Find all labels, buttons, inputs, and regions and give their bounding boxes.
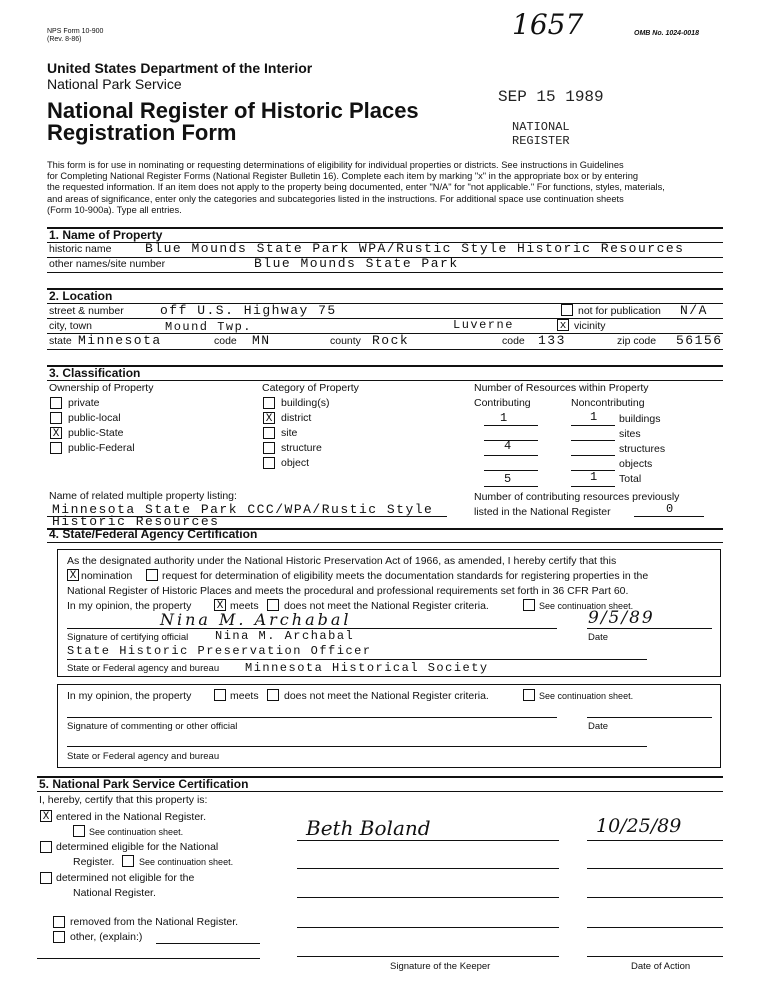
eligible-continuation-label: See continuation sheet.: [139, 857, 234, 867]
determined-eligible-label2: Register.: [73, 856, 115, 868]
opinion2-prefix: In my opinion, the property: [67, 690, 192, 702]
structure-label: structure: [281, 442, 322, 454]
related-listing-value2: Historic Resources: [52, 514, 220, 529]
determined-not-eligible-label2: National Register.: [73, 887, 156, 899]
service-name: National Park Service: [47, 76, 182, 92]
public-state-checkbox[interactable]: X: [50, 427, 62, 439]
cert-line3: National Register of Historic Places and meets the procedural and professional requirements set forth in 36 CFR Part 60.: [67, 585, 629, 597]
register-stamp-line1: NATIONAL: [512, 120, 570, 134]
nomination-label: nomination: [81, 570, 133, 582]
agency2-label: State or Federal agency and bureau: [67, 751, 220, 762]
building-checkbox[interactable]: [263, 397, 275, 409]
section4-heading: 4. State/Federal Agency Certification: [49, 527, 258, 541]
certifying-signature: Nina M. Archabal: [160, 610, 352, 629]
determined-not-eligible-checkbox[interactable]: [40, 872, 52, 884]
keeper-signature: Beth Boland: [306, 816, 431, 840]
section5-heading: 5. National Park Service Certification: [39, 777, 249, 791]
section1-heading: 1. Name of Property: [49, 228, 163, 242]
object-label: object: [281, 457, 310, 469]
state-code-value: MN: [252, 333, 271, 348]
instructions: [47, 160, 727, 216]
public-federal-checkbox[interactable]: [50, 442, 62, 454]
form-id: NPS Form 10-900: [47, 28, 104, 35]
building-label: building(s): [281, 397, 330, 409]
county-value: Rock: [372, 333, 410, 348]
other-names-label: other names/site number: [49, 258, 166, 270]
officer-title: State Historic Preservation Officer: [67, 644, 372, 658]
historic-name-label: historic name: [49, 243, 112, 255]
see-continuation-label: See continuation sheet.: [539, 601, 634, 611]
other-checkbox[interactable]: [53, 931, 65, 943]
ownership-heading: Ownership of Property: [49, 382, 154, 394]
site-checkbox[interactable]: [263, 427, 275, 439]
noncontrib-buildings-value: 1: [590, 410, 599, 424]
meets2-label: meets: [230, 690, 259, 702]
determined-not-eligible-label1: determined not eligible for the: [56, 872, 195, 884]
objects-label: objects: [619, 458, 653, 470]
not-for-publication-value: N/A: [680, 303, 708, 318]
form-revision: (Rev. 8-86): [47, 36, 82, 43]
county-code-label: code: [502, 335, 525, 347]
noncontrib-total-value: 1: [590, 470, 599, 484]
keeper-signature-label: Signature of the Keeper: [390, 961, 491, 972]
cert-line1: As the designated authority under the National Historic Preservation Act of 1966, as amended, I hereby certify that this: [67, 555, 617, 567]
instructions-line1: This form is for use in nominating or requesting determinations of eligibility for individual properties or districts. See instructions in Guidelines: [47, 160, 624, 170]
commenting-signature-label: Signature of commenting or other official: [67, 721, 238, 732]
see-continuation-checkbox[interactable]: [523, 599, 535, 611]
meets2-checkbox[interactable]: [214, 689, 226, 701]
handwritten-number: 1657: [512, 8, 584, 41]
total-label: Total: [619, 473, 642, 485]
section2-heading: 2. Location: [49, 289, 113, 303]
street-value: off U.S. Highway 75: [160, 303, 337, 318]
certifying-date-label: Date: [588, 632, 609, 643]
other-names-value: Blue Mounds State Park: [254, 256, 459, 271]
public-local-checkbox[interactable]: [50, 412, 62, 424]
private-label: private: [68, 397, 100, 409]
county-label: county: [330, 335, 361, 347]
historic-name-value: Blue Mounds State Park WPA/Rustic Style Historic Resources: [145, 241, 685, 256]
private-checkbox[interactable]: [50, 397, 62, 409]
public-state-label: public-State: [68, 427, 124, 439]
see-continuation2-label: See continuation sheet.: [539, 691, 634, 701]
object-checkbox[interactable]: [263, 457, 275, 469]
eligible-continuation-checkbox[interactable]: [122, 855, 134, 867]
street-label: street & number: [49, 305, 124, 317]
agency-label: State or Federal agency and bureau: [67, 663, 220, 674]
contrib-total-value: 5: [504, 472, 513, 486]
contributing-heading: Contributing: [474, 397, 531, 409]
meets-checkbox[interactable]: X: [214, 599, 226, 611]
buildings-label: buildings: [619, 413, 661, 425]
zip-value: 56156: [676, 333, 723, 348]
does-not-meet2-checkbox[interactable]: [267, 689, 279, 701]
certifying-signature-label: Signature of certifying official: [67, 632, 189, 643]
state-code-label: code: [214, 335, 237, 347]
commenting-date-label: Date: [588, 721, 609, 732]
removed-label: removed from the National Register.: [70, 916, 239, 928]
cert-line2: request for determination of eligibility meets the documentation standards for registering properties in the: [162, 570, 649, 582]
city-value-2: Luverne: [453, 318, 514, 332]
previously-listed-value: 0: [666, 502, 675, 516]
district-label: district: [281, 412, 312, 424]
city-label: city, town: [49, 320, 92, 332]
public-federal-label: public-Federal: [68, 442, 135, 454]
contrib-structures-value: 4: [504, 439, 513, 453]
department-name: United States Department of the Interior: [47, 60, 313, 76]
structure-checkbox[interactable]: [263, 442, 275, 454]
section3-heading: 3. Classification: [49, 366, 141, 380]
vicinity-checkbox[interactable]: x: [557, 319, 569, 331]
does-not-meet-label: does not meet the National Register criteria.: [284, 600, 489, 612]
does-not-meet2-label: does not meet the National Register criteria.: [284, 690, 489, 702]
instructions-line3: the requested information. If an item does not apply to the property being documented, enter "N/A" for "not applicable." For functions, styles, materials,: [47, 182, 665, 193]
omb-number: OMB No. 1024-0018: [634, 30, 699, 37]
state-label: state: [49, 335, 72, 347]
site-label: site: [281, 427, 298, 439]
related-listing-label: Name of related multiple property listing:: [49, 490, 237, 502]
determined-eligible-checkbox[interactable]: [40, 841, 52, 853]
structures-label: structures: [619, 443, 666, 455]
city-value: Mound Twp.: [165, 320, 253, 334]
other-label: other, (explain:): [70, 931, 143, 943]
not-for-publication-label: not for publication: [578, 305, 661, 317]
state-value: Minnesota: [78, 333, 162, 348]
removed-checkbox[interactable]: [53, 916, 65, 928]
sites-label: sites: [619, 428, 641, 440]
previously-listed-label1: Number of contributing resources previously: [474, 491, 680, 503]
received-date-stamp: SEP 15 1989: [498, 88, 604, 106]
nomination-checkbox[interactable]: X: [67, 569, 79, 581]
entered-label: entered in the National Register.: [56, 811, 207, 823]
noncontributing-heading: Noncontributing: [571, 397, 645, 409]
nps-cert-intro: I, hereby, certify that this property is:: [39, 794, 208, 806]
county-code-value: 133: [538, 333, 566, 348]
vicinity-label: vicinity: [574, 320, 606, 332]
instructions-line4: and areas of significance, enter only the categories and subcategories listed in the instructions. For additional space use continuation sheets: [47, 193, 624, 204]
opinion-prefix: In my opinion, the property: [67, 600, 192, 612]
form-title-line2: Registration Form: [47, 120, 237, 145]
request-determination-checkbox[interactable]: [146, 569, 158, 581]
instructions-line2: for Completing National Register Forms (National Register Bulletin 16). Complete each item by marking "x" in the appropriate box or by entering: [47, 171, 639, 182]
resources-heading: Number of Resources within Property: [474, 382, 649, 394]
entered-checkbox[interactable]: X: [40, 810, 52, 822]
not-for-publication-checkbox[interactable]: [561, 304, 573, 316]
instructions-line5: (Form 10-900a). Type all entries.: [47, 204, 182, 215]
district-checkbox[interactable]: X: [263, 412, 275, 424]
action-date-label: Date of Action: [631, 961, 691, 972]
see-continuation2-checkbox[interactable]: [523, 689, 535, 701]
certifying-date-written: 9/5/89: [588, 608, 655, 628]
zip-label: zip code: [617, 335, 657, 347]
entered-continuation-checkbox[interactable]: [73, 825, 85, 837]
register-stamp-line2: REGISTER: [512, 134, 570, 148]
form-title-line1: National Register of Historic Places: [47, 98, 419, 123]
certifying-official-name: Nina M. Archabal: [215, 629, 355, 643]
previously-listed-label2: listed in the National Register: [474, 506, 611, 518]
public-local-label: public-local: [68, 412, 121, 424]
contrib-buildings-value: 1: [500, 411, 509, 425]
determined-eligible-label1: determined eligible for the National: [56, 841, 219, 853]
category-heading: Category of Property: [262, 382, 359, 394]
meets-label: meets: [230, 600, 259, 612]
agency-value: Minnesota Historical Society: [245, 661, 489, 675]
entered-continuation-label: See continuation sheet.: [89, 827, 184, 837]
related-listing-value1: Minnesota State Park CCC/WPA/Rustic Style: [52, 502, 434, 517]
action-date-written: 10/25/89: [596, 815, 682, 837]
